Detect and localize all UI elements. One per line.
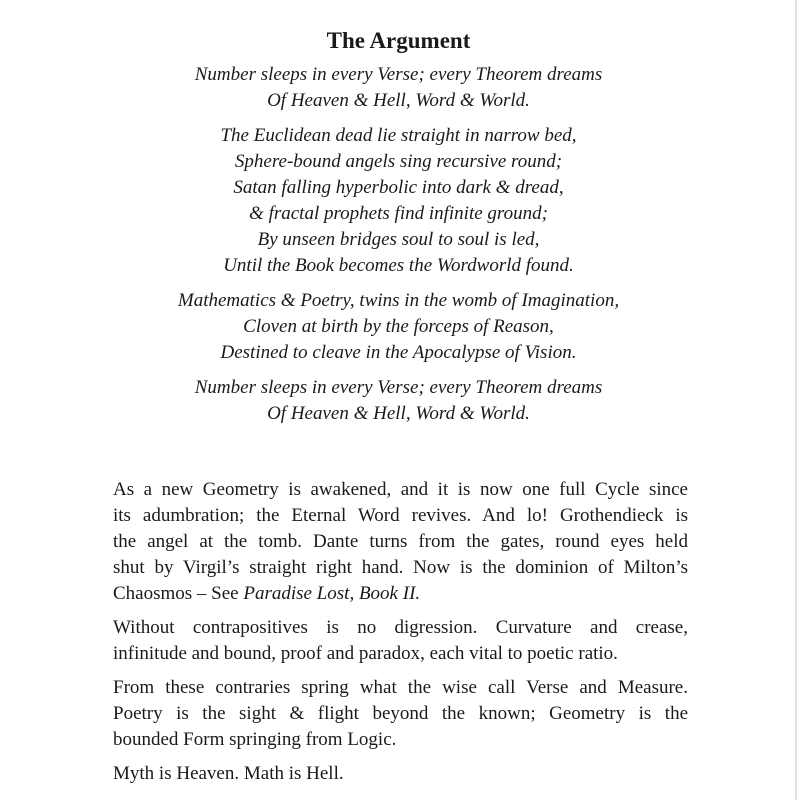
prose-line: From these contraries spring what the wise call Verse and Measure. <box>113 677 688 698</box>
verse-line: & fractal prophets find infinite ground; <box>249 203 548 224</box>
verse-line: Destined to cleave in the Apocalypse of Vision. <box>220 342 577 363</box>
prose-line: shut by Virgil’s straight right hand. Now is the dominion of Milton’s <box>113 557 688 578</box>
prose-text: Chaosmos – See <box>113 583 244 604</box>
prose-line <box>113 581 688 607</box>
verse-line: The Euclidean dead lie straight in narrow bed, <box>220 125 577 146</box>
verse-line: Of Heaven & Hell, Word & World. <box>267 403 530 424</box>
paragraph <box>113 615 688 667</box>
verse-line: Number sleeps in every Verse; every Theorem dreams <box>194 377 603 398</box>
prose-line: As a new Geometry is awakened, and it is now one full Cycle since <box>113 479 688 500</box>
stanza <box>0 375 797 427</box>
verse-line: Cloven at birth by the forceps of Reason, <box>243 316 554 337</box>
verse-line: Of Heaven & Hell, Word & World. <box>267 90 530 111</box>
verse-line: Until the Book becomes the Wordworld found. <box>223 255 574 276</box>
prose-line: bounded Form springing from Logic. <box>113 729 397 750</box>
page-title: The Argument <box>326 28 471 53</box>
paragraph <box>113 477 688 607</box>
prose-line: Poetry is the sight & flight beyond the known; Geometry is the <box>113 703 688 724</box>
prose-line: Without contrapositives is no digression. Curvature and crease, <box>113 617 688 638</box>
poem-block <box>0 28 797 436</box>
verse-line: Satan falling hyperbolic into dark & dread, <box>233 177 564 198</box>
verse-line: Sphere-bound angels sing recursive round; <box>234 151 563 172</box>
book-reference: Paradise Lost, Book II. <box>243 583 421 604</box>
verse-line: By unseen bridges soul to soul is led, <box>257 229 540 250</box>
prose-line: Myth is Heaven. Math is Hell. <box>113 763 344 784</box>
paragraph <box>113 675 688 753</box>
prose-line: the angel at the tomb. Dante turns from the gates, round eyes held <box>113 531 688 552</box>
stanza <box>0 123 797 279</box>
stanza <box>0 62 797 114</box>
prose-line: infinitude and bound, proof and paradox, each vital to poetic ratio. <box>113 643 618 664</box>
verse-line: Mathematics & Poetry, twins in the womb of Imagination, <box>177 290 620 311</box>
verse-line: Number sleeps in every Verse; every Theorem dreams <box>194 64 603 85</box>
prose-line: its adumbration; the Eternal Word revives. And lo! Grothendieck is <box>113 505 688 526</box>
stanza <box>0 288 797 366</box>
paragraph <box>113 761 688 787</box>
prose-body <box>113 477 688 795</box>
